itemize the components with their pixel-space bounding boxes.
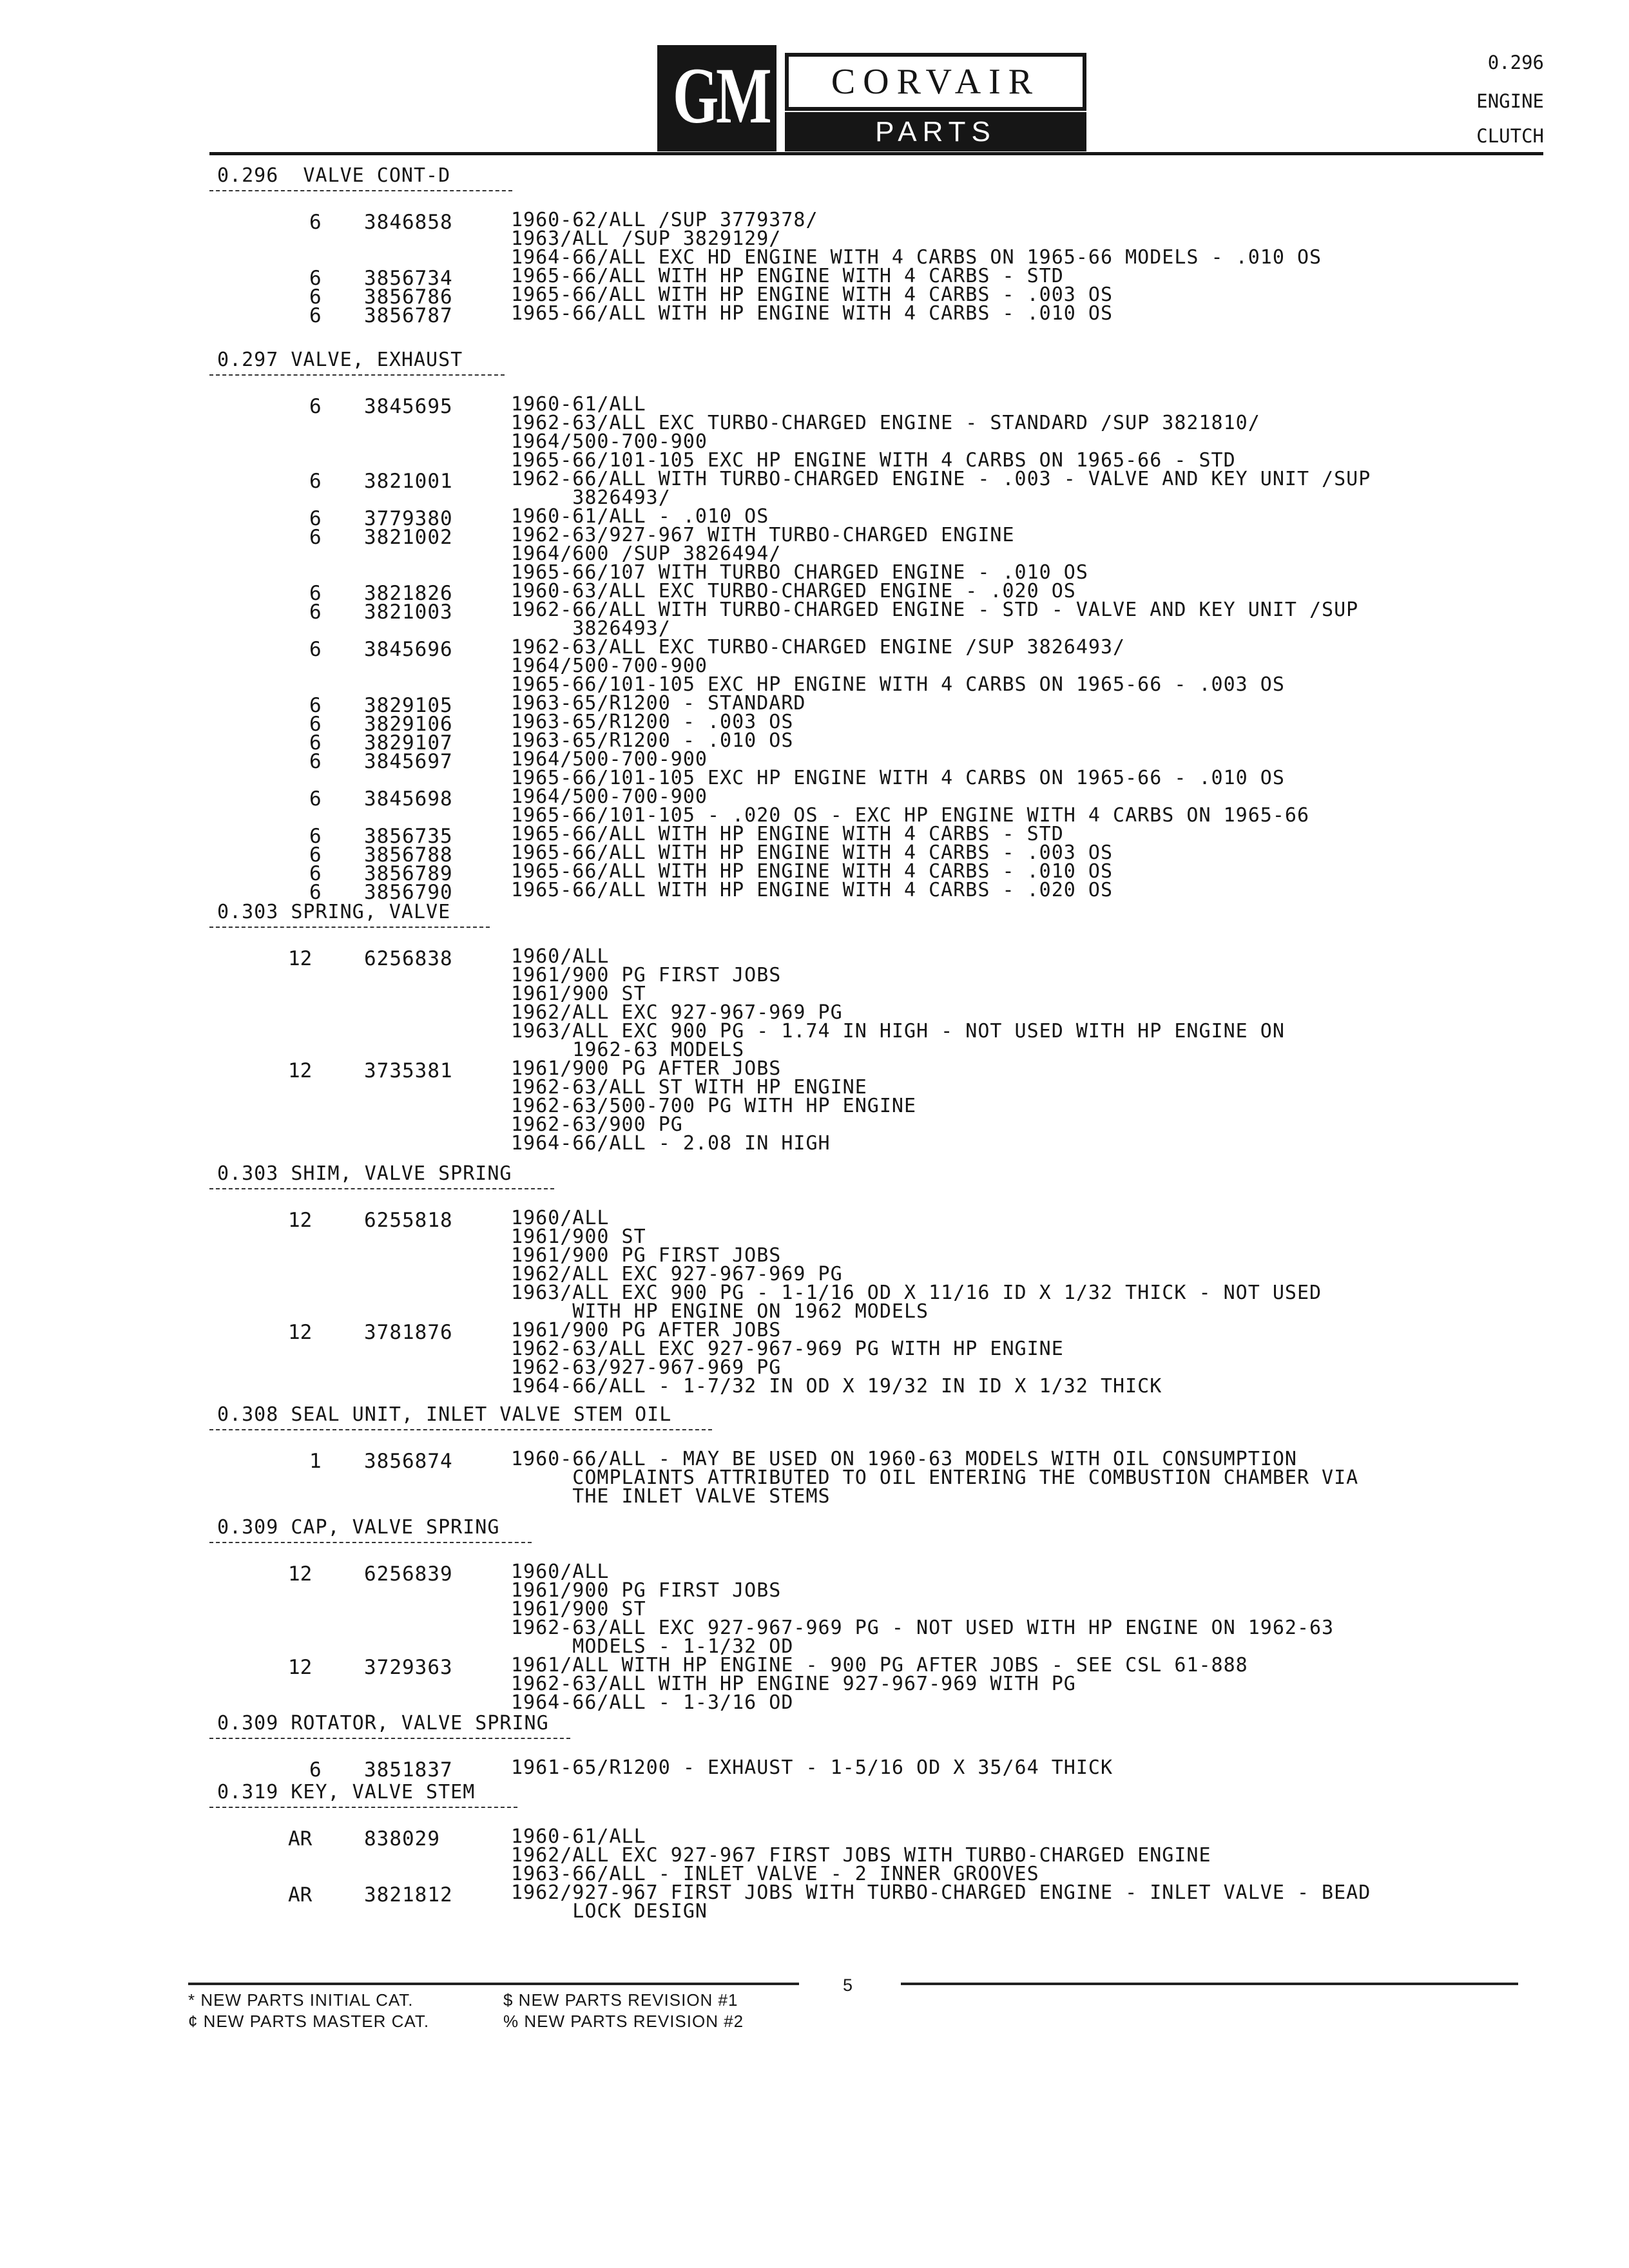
- quantity: 6: [309, 638, 322, 661]
- usage-line: WITH HP ENGINE ON 1962 MODELS: [511, 1300, 929, 1323]
- usage-line: 1964-66/ALL - 1-7/32 IN OD X 19/32 IN ID X 1/32 THICK: [511, 1375, 1162, 1398]
- legend-master-cat: ¢ NEW PARTS MASTER CAT.: [188, 2012, 430, 2031]
- usage-line: 1964/500-700-900: [511, 430, 708, 453]
- quantity: 6: [309, 211, 322, 234]
- usage-line: 1960-61/ALL: [511, 1825, 646, 1848]
- usage-line: 1962/ALL EXC 927-967-969 PG: [511, 1001, 843, 1024]
- part-number: 3729363: [364, 1656, 453, 1679]
- section-heading: 0.308 SEAL UNIT, INLET VALVE STEM OIL: [217, 1403, 672, 1426]
- quantity: 12: [288, 947, 313, 970]
- part-number: 3856788: [364, 843, 453, 867]
- usage-line: 1961/ALL WITH HP ENGINE - 900 PG AFTER JOBS - SEE CSL 61-888: [511, 1654, 1248, 1677]
- part-number: 3821001: [364, 470, 453, 493]
- quantity: 6: [309, 507, 322, 530]
- section-heading-rule: [209, 374, 505, 376]
- usage-line: COMPLAINTS ATTRIBUTED TO OIL ENTERING THE COMBUSTION CHAMBER VIA: [511, 1466, 1359, 1489]
- usage-line: 1962-63 MODELS: [511, 1039, 745, 1061]
- quantity: 6: [309, 825, 322, 848]
- usage-line: 1965-66/101-105 EXC HP ENGINE WITH 4 CARBS ON 1965-66 - STD: [511, 449, 1236, 472]
- part-number: 3829106: [364, 713, 453, 736]
- part-number: 3821812: [364, 1883, 453, 1907]
- section-heading-rule: [209, 190, 512, 191]
- usage-line: 1962-66/ALL WITH TURBO-CHARGED ENGINE - .003 - VALVE AND KEY UNIT /SUP: [511, 468, 1371, 490]
- usage-line: 1960-61/ALL: [511, 393, 646, 416]
- usage-line: 1964-66/ALL - 2.08 IN HIGH: [511, 1132, 831, 1155]
- usage-line: 1962-63/ALL EXC 927-967-969 PG WITH HP ENGINE: [511, 1338, 1064, 1360]
- usage-line: 1963/ALL EXC 900 PG - 1-1/16 OD X 11/16 ID X 1/32 THICK - NOT USED: [511, 1282, 1322, 1304]
- part-number: 3779380: [364, 507, 453, 530]
- usage-line: 1962-63/ALL EXC TURBO-CHARGED ENGINE /SUP 3826493/: [511, 636, 1126, 658]
- quantity: 6: [309, 470, 322, 493]
- part-number: 3781876: [364, 1321, 453, 1344]
- quantity: 6: [309, 862, 322, 885]
- group-name: ENGINE: [1476, 90, 1544, 112]
- part-number: 838029: [364, 1827, 440, 1850]
- footer-divider-left: [188, 1983, 799, 1985]
- quantity: 6: [309, 881, 322, 904]
- quantity: AR: [288, 1827, 313, 1850]
- quantity: 6: [309, 843, 322, 867]
- quantity: 6: [309, 601, 322, 624]
- part-number: 3845696: [364, 638, 453, 661]
- part-number: 3856790: [364, 881, 453, 904]
- section-heading-rule: [209, 927, 490, 928]
- usage-line: 1960-61/ALL - .010 OS: [511, 505, 769, 528]
- usage-line: 1962-63/927-967-969 PG: [511, 1356, 782, 1379]
- usage-line: 1960-66/ALL - MAY BE USED ON 1960-63 MODELS WITH OIL CONSUMPTION: [511, 1448, 1297, 1470]
- catalogue-title: CORVAIR: [831, 62, 1041, 102]
- usage-line: 1962/ALL EXC 927-967 FIRST JOBS WITH TURBO-CHARGED ENGINE: [511, 1844, 1211, 1867]
- quantity: 1: [309, 1450, 322, 1473]
- usage-line: 1962-63/900 PG: [511, 1113, 683, 1136]
- group-code: 0.296: [1487, 52, 1544, 73]
- quantity: 6: [309, 731, 322, 754]
- usage-line: 1965-66/ALL WITH HP ENGINE WITH 4 CARBS - .020 OS: [511, 879, 1113, 901]
- quantity: 6: [309, 787, 322, 811]
- part-number: 3821003: [364, 601, 453, 624]
- usage-line: 1963-66/ALL - INLET VALVE - 2 INNER GROOVES: [511, 1863, 1039, 1885]
- quantity: 6: [309, 750, 322, 773]
- usage-line: 1962-63/ALL ST WITH HP ENGINE: [511, 1076, 867, 1099]
- quantity: 6: [309, 1758, 322, 1782]
- quantity: 12: [288, 1059, 313, 1082]
- section-heading: 0.309 ROTATOR, VALVE SPRING: [217, 1712, 549, 1735]
- usage-line: 1961/900 PG FIRST JOBS: [511, 964, 782, 986]
- section-heading-rule: [209, 1738, 570, 1739]
- usage-line: 3826493/: [511, 486, 671, 509]
- part-number: 3851837: [364, 1758, 453, 1782]
- section-heading: 0.309 CAP, VALVE SPRING: [217, 1516, 500, 1539]
- usage-line: 1965-66/101-105 - .020 OS - EXC HP ENGINE WITH 4 CARBS ON 1965-66: [511, 804, 1309, 827]
- usage-line: 1962-63/ALL WITH HP ENGINE 927-967-969 WITH PG: [511, 1673, 1076, 1695]
- part-number: 3845697: [364, 750, 453, 773]
- usage-line: 1962/ALL EXC 927-967-969 PG: [511, 1263, 843, 1285]
- usage-line: MODELS - 1-1/32 OD: [511, 1635, 794, 1658]
- part-number: 3856786: [364, 285, 453, 309]
- quantity: AR: [288, 1883, 313, 1907]
- part-number: 3856734: [364, 267, 453, 290]
- footer-divider-right: [901, 1983, 1518, 1985]
- usage-line: 1963-65/R1200 - STANDARD: [511, 692, 806, 715]
- section-heading-rule: [209, 1807, 517, 1808]
- usage-line: 1961/900 ST: [511, 1225, 646, 1248]
- part-number: 6255818: [364, 1209, 453, 1232]
- usage-line: 1964/500-700-900: [511, 655, 708, 677]
- quantity: 6: [309, 713, 322, 736]
- part-number: 3821002: [364, 526, 453, 549]
- usage-line: 1962/927-967 FIRST JOBS WITH TURBO-CHARGED ENGINE - INLET VALVE - BEAD: [511, 1881, 1371, 1904]
- quantity: 6: [309, 285, 322, 309]
- section-heading-rule: [209, 1542, 532, 1543]
- usage-line: 1961/900 ST: [511, 983, 646, 1005]
- part-number: 3845695: [364, 395, 453, 418]
- catalogue-subtitle: PARTS CATALOGUE: [824, 116, 1047, 187]
- section-heading: 0.296 VALVE CONT-D: [217, 164, 451, 187]
- gm-logo-text: GM: [673, 52, 769, 140]
- usage-line: 1962-63/ALL EXC TURBO-CHARGED ENGINE - STANDARD /SUP 3821810/: [511, 412, 1260, 434]
- quantity: 12: [288, 1209, 313, 1232]
- usage-line: 1961/900 PG AFTER JOBS: [511, 1057, 782, 1080]
- usage-line: 1961/900 ST: [511, 1598, 646, 1620]
- part-number: 3735381: [364, 1059, 453, 1082]
- usage-line: 1965-66/ALL WITH HP ENGINE WITH 4 CARBS - STD: [511, 265, 1064, 287]
- part-number: 3845698: [364, 787, 453, 811]
- part-number: 3846858: [364, 211, 453, 234]
- usage-line: THE INLET VALVE STEMS: [511, 1485, 831, 1508]
- usage-line: 1965-66/ALL WITH HP ENGINE WITH 4 CARBS - .003 OS: [511, 841, 1113, 864]
- quantity: 12: [288, 1656, 313, 1679]
- usage-line: 1960/ALL: [511, 1207, 610, 1229]
- part-number: 3856789: [364, 862, 453, 885]
- usage-line: 1965-66/101-105 EXC HP ENGINE WITH 4 CARBS ON 1965-66 - .010 OS: [511, 767, 1285, 789]
- usage-line: 1962-63/500-700 PG WITH HP ENGINE: [511, 1095, 917, 1117]
- quantity: 12: [288, 1562, 313, 1586]
- legend-revision-2: % NEW PARTS REVISION #2: [503, 2012, 744, 2031]
- quantity: 6: [309, 395, 322, 418]
- usage-line: 1960-63/ALL EXC TURBO-CHARGED ENGINE - .020 OS: [511, 580, 1076, 602]
- usage-line: 1960/ALL: [511, 1561, 610, 1583]
- usage-line: 1963/ALL EXC 900 PG - 1.74 IN HIGH - NOT USED WITH HP ENGINE ON: [511, 1020, 1285, 1043]
- quantity: 6: [309, 304, 322, 327]
- quantity: 6: [309, 694, 322, 717]
- usage-line: 1964-66/ALL EXC HD ENGINE WITH 4 CARBS ON 1965-66 MODELS - .010 OS: [511, 246, 1322, 269]
- section-heading-rule: [209, 1188, 554, 1189]
- usage-line: LOCK DESIGN: [511, 1900, 708, 1923]
- usage-line: 1965-66/ALL WITH HP ENGINE WITH 4 CARBS - .003 OS: [511, 284, 1113, 306]
- usage-line: 1965-66/107 WITH TURBO CHARGED ENGINE - .010 OS: [511, 561, 1088, 584]
- usage-line: 3826493/: [511, 617, 671, 640]
- quantity: 12: [288, 1321, 313, 1344]
- usage-line: 1964/600 /SUP 3826494/: [511, 543, 782, 565]
- usage-line: 1963/ALL /SUP 3829129/: [511, 227, 782, 250]
- section-heading: 0.303 SPRING, VALVE: [217, 901, 451, 923]
- part-number: 3829107: [364, 731, 453, 754]
- usage-line: 1964/500-700-900: [511, 785, 708, 808]
- part-number: 3856874: [364, 1450, 453, 1473]
- usage-line: 1962-63/ALL EXC 927-967-969 PG - NOT USED WITH HP ENGINE ON 1962-63: [511, 1617, 1335, 1639]
- usage-line: 1963-65/R1200 - .003 OS: [511, 711, 794, 733]
- usage-line: 1960/ALL: [511, 945, 610, 968]
- usage-line: 1961/900 PG FIRST JOBS: [511, 1244, 782, 1267]
- page-number: 5: [843, 1975, 853, 1995]
- usage-line: 1963-65/R1200 - .010 OS: [511, 729, 794, 752]
- usage-line: 1964-66/ALL - 1-3/16 OD: [511, 1691, 794, 1714]
- section-heading: 0.319 KEY, VALVE STEM: [217, 1781, 476, 1803]
- quantity: 6: [309, 526, 322, 549]
- part-number: 3821826: [364, 582, 453, 605]
- part-number: 6256839: [364, 1562, 453, 1586]
- quantity: 6: [309, 582, 322, 605]
- section-heading-rule: [209, 1429, 712, 1430]
- usage-line: 1962-63/927-967 WITH TURBO-CHARGED ENGINE: [511, 524, 1015, 546]
- subgroup-name: CLUTCH: [1476, 125, 1544, 147]
- part-number: 6256838: [364, 947, 453, 970]
- usage-line: 1960-62/ALL /SUP 3779378/: [511, 209, 818, 231]
- part-number: 3856735: [364, 825, 453, 848]
- section-heading: 0.303 SHIM, VALVE SPRING: [217, 1162, 512, 1185]
- legend-initial-cat: * NEW PARTS INITIAL CAT.: [188, 1990, 414, 2010]
- usage-line: 1965-66/ALL WITH HP ENGINE WITH 4 CARBS - STD: [511, 823, 1064, 845]
- part-number: 3829105: [364, 694, 453, 717]
- quantity: 6: [309, 267, 322, 290]
- usage-line: 1961-65/R1200 - EXHAUST - 1-5/16 OD X 35/64 THICK: [511, 1756, 1113, 1779]
- usage-line: 1965-66/ALL WITH HP ENGINE WITH 4 CARBS - .010 OS: [511, 302, 1113, 325]
- usage-line: 1961/900 PG AFTER JOBS: [511, 1319, 782, 1341]
- usage-line: 1964/500-700-900: [511, 748, 708, 771]
- section-heading: 0.297 VALVE, EXHAUST: [217, 349, 463, 371]
- usage-line: 1965-66/ALL WITH HP ENGINE WITH 4 CARBS - .010 OS: [511, 860, 1113, 883]
- part-number: 3856787: [364, 304, 453, 327]
- legend-revision-1: $ NEW PARTS REVISION #1: [503, 1990, 738, 2010]
- usage-line: 1961/900 PG FIRST JOBS: [511, 1579, 782, 1602]
- usage-line: 1965-66/101-105 EXC HP ENGINE WITH 4 CARBS ON 1965-66 - .003 OS: [511, 673, 1285, 696]
- usage-line: 1962-66/ALL WITH TURBO-CHARGED ENGINE - STD - VALVE AND KEY UNIT /SUP: [511, 599, 1359, 621]
